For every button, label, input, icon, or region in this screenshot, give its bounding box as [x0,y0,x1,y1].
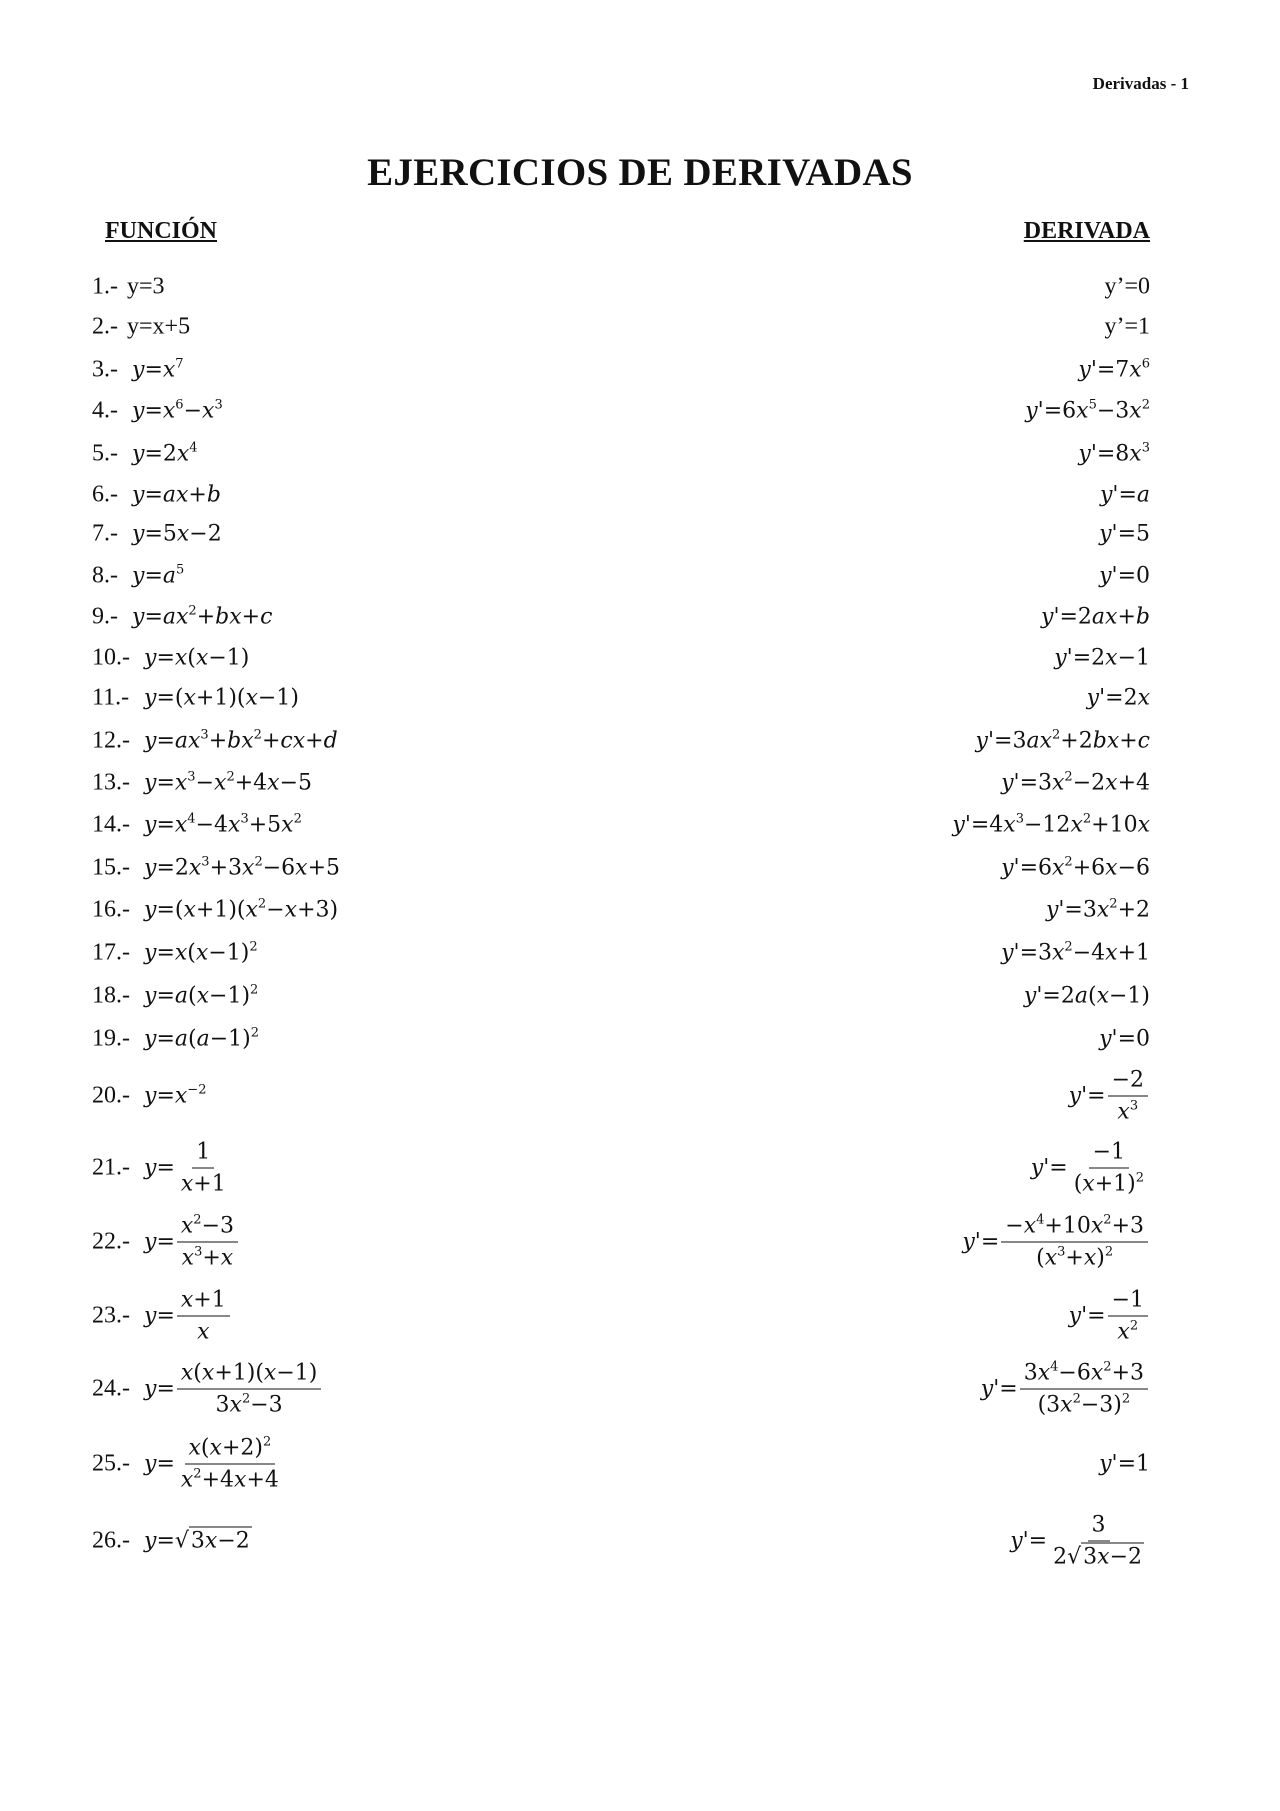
function-expression: $y=x^6-x^3$ [132,397,223,424]
derivative-expression: y'= $\frac{-x^4+10x^2+3}{(x^3+x)^2}$ [962,1214,1150,1271]
function-expression: $y=2x^4$ [132,440,198,467]
derivative-expression: y'=0 [1099,563,1150,589]
derivative-expression: y'= $\frac{-1}{(x+1)^2}$ [1030,1139,1144,1197]
function-expression: y= $\frac{x^2-3}{x^3+x}$ [144,1214,240,1271]
exercise-number: 20.- [92,1082,130,1109]
exercise-number: 23.- [92,1302,130,1329]
function-expression: y=3 [127,273,165,300]
derivative-expression: $y'=4x^3-12x^2+10x$ [952,811,1150,838]
function-expression: $y=x^3-x^2+4x-5$ [144,769,313,796]
exercise-number: 16.- [92,896,130,923]
exercise-number: 19.- [92,1025,130,1052]
derivative-expression: y'=5 [1099,521,1150,547]
document-title: EJERCICIOS DE DERIVADAS [367,151,913,194]
derivative-expression: y’=0 [1104,273,1150,300]
function-expression: $y=a(a-1)^2$ [144,1025,260,1052]
column-header-derivative: DERIVADA [1023,218,1150,244]
function-expression: $y=2x^3+3x^2-6x+5$ [144,854,341,881]
derivative-expression: y'=2x [1086,685,1150,711]
function-expression: $y=x^7$ [132,356,184,383]
derivative-expression: $y'=3x^2-2x+4$ [1001,769,1150,796]
function-expression: y= $\frac{x+1}{x}$ [144,1288,232,1345]
derivative-expression: $y'=7x^6$ [1078,356,1150,383]
derivative-expression: y’=1 [1104,313,1150,340]
exercise-number: 21.- [92,1154,130,1181]
exercise-number: 7.- [92,520,118,547]
derivative-expression: y'= $\frac{3x^4-6x^2+3}{(3x^2-3)^2}$ [981,1361,1150,1418]
function-expression: y=5x−2 [132,521,222,547]
exercise-number: 14.- [92,811,130,838]
function-expression: y=x+5 [127,313,191,340]
exercise-number: 2.- [92,313,118,340]
derivative-expression: $y'=3ax^2+2bx+c$ [975,727,1150,754]
derivative-expression: y'= $\frac{3}{2√3x-2}$ [1010,1512,1142,1570]
function-expression: y= $\frac{x(x+2)^2}{x^2+4x+4}$ [144,1434,279,1493]
function-expression: y=(x+1)(x−1) [144,685,299,711]
exercise-number: 1.- [92,273,118,300]
function-expression: $y=x(x-1)^2$ [144,939,258,966]
exercise-number: 26.- [92,1527,130,1554]
exercise-number: 9.- [92,603,118,630]
derivative-expression: y'=2ax+b [1041,604,1150,630]
exercise-number: 15.- [92,854,130,881]
exercise-number: 22.- [92,1228,130,1255]
derivative-expression: $y'=6x^5-3x^2$ [1025,397,1150,424]
derivative-expression: y'=1 [1099,1451,1150,1477]
derivative-expression: $y'=3x^2-4x+1$ [1001,939,1150,966]
exercise-number: 17.- [92,939,130,966]
column-header-function: FUNCIÓN [105,218,217,244]
function-expression: $y=(x+1)(x^2-x+3)$ [144,896,339,923]
exercise-number: 3.- [92,356,118,383]
exercise-number: 12.- [92,727,130,754]
page-header: Derivadas - 1 [1092,74,1189,93]
function-expression: $y=x^{-2}$ [144,1082,207,1109]
exercise-number: 8.- [92,562,118,589]
derivative-expression: y'=a [1099,482,1150,508]
function-expression: y=ax+b [132,482,221,508]
derivative-expression: y'= $\frac{-2}{x^3}$ [1069,1068,1150,1125]
exercise-number: 10.- [92,644,130,671]
derivative-expression: y'=0 [1099,1026,1150,1052]
exercise-number: 6.- [92,481,118,508]
function-expression: y= $\frac{1}{x+1}$ [144,1139,226,1197]
derivative-expression: y'= $\frac{-1}{x^2}$ [1069,1288,1150,1345]
function-expression: $y=a(x-1)^2$ [144,982,259,1009]
function-expression: $y=a^5$ [132,562,185,589]
function-expression: y= $\frac{x(x+1)(x-1)}{3x^2-3}$ [144,1361,323,1418]
exercise-number: 11.- [92,684,130,711]
function-expression: $y=ax^3+bx^2+cx+d$ [144,727,338,754]
derivative-expression: y'=2a(x−1) [1023,983,1150,1009]
derivative-expression: $y'=8x^3$ [1078,440,1150,467]
function-expression: $y=ax^2+bx+c$ [132,603,273,630]
exercise-number: 24.- [92,1375,130,1402]
function-expression: $y=x^4-4x^3+5x^2$ [144,811,302,838]
derivative-expression: $y'=3x^2+2$ [1045,896,1150,923]
function-expression: y=√3x−2 [144,1528,250,1554]
derivative-expression: $y'=6x^2+6x-6$ [1001,854,1150,881]
exercise-number: 4.- [92,397,118,424]
derivative-expression: y'=2x−1 [1054,645,1150,671]
exercise-number: 5.- [92,440,118,467]
exercise-number: 25.- [92,1450,130,1477]
function-expression: y=x(x−1) [144,645,250,671]
exercise-number: 13.- [92,769,130,796]
exercise-number: 18.- [92,982,130,1009]
